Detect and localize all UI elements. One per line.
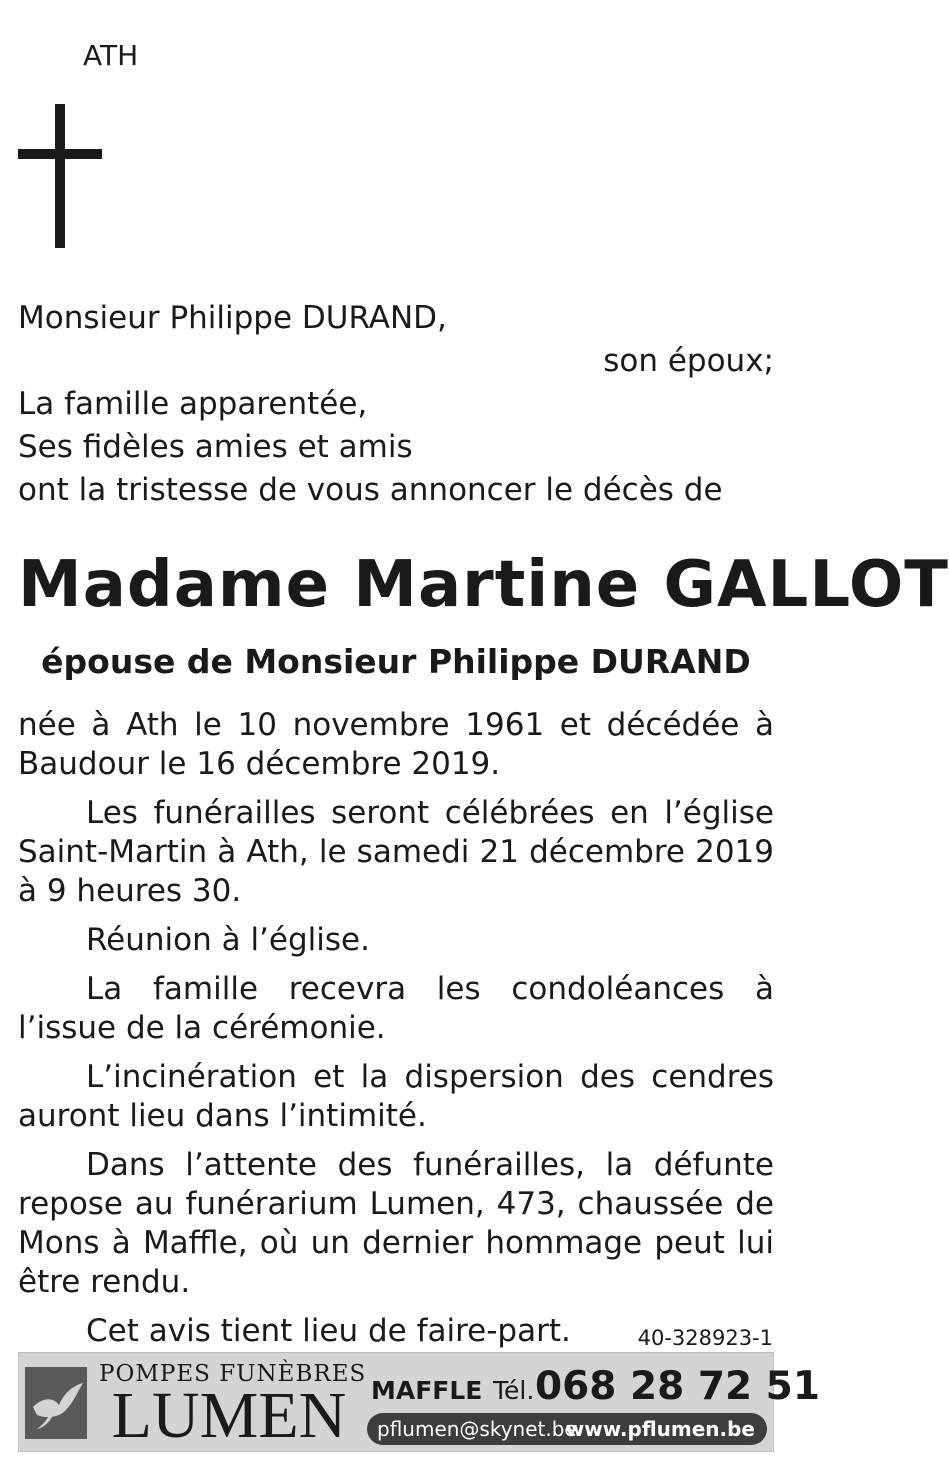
funeral-home-town: MAFFLE xyxy=(371,1376,483,1405)
contact-pill xyxy=(367,1413,767,1445)
website-link[interactable]: www.pflumen.be xyxy=(565,1417,755,1441)
notice-paragraph: Cet avis tient lieu de faire-part. xyxy=(86,1313,571,1349)
announcing-family xyxy=(18,297,774,512)
cremation-paragraph: L’incinération et la dispersion des cendres auront lieu dans l’intimité. xyxy=(18,1059,774,1134)
dove-icon xyxy=(25,1367,87,1439)
phone-number[interactable]: 068 28 72 51 xyxy=(535,1364,820,1409)
funeral-home-name: LUMEN xyxy=(111,1379,347,1452)
condolences-paragraph: La famille recevra les condoléances à l’issue de la cérémonie. xyxy=(18,971,774,1046)
email-link[interactable]: pflumen@skynet.be xyxy=(377,1417,577,1441)
meeting-paragraph: Réunion à l’église. xyxy=(86,922,370,958)
city-label: ATH xyxy=(83,39,139,72)
intro-line: La famille apparentée, xyxy=(18,386,368,422)
intro-line: ont la tristesse de vous annoncer le décès de xyxy=(18,472,723,508)
rest-paragraph: Dans l’attente des funérailles, la défunte repose au funérarium Lumen, 473, chaussée de Mons à Maffle, où un dernier hommage peut lui être rendu. xyxy=(18,1147,774,1300)
funeral-paragraph: Les funérailles seront célébrées en l’église Saint-Martin à Ath, le samedi 21 décembre 2019 à 9 heures 30. xyxy=(18,795,774,909)
intro-line: Ses fidèles amies et amis xyxy=(18,429,413,465)
funeral-home-banner xyxy=(18,1352,820,1452)
funeral-home-tagline: POMPES FUNÈBRES xyxy=(99,1361,367,1387)
latin-cross-icon xyxy=(18,104,102,248)
deceased-name: Madame Martine GALLOT xyxy=(18,548,949,622)
intro-line: son époux; xyxy=(603,343,774,379)
phone-label: Tél. xyxy=(493,1376,535,1405)
reference-number: 40-328923-1 xyxy=(637,1326,773,1350)
obituary-body xyxy=(18,706,774,1361)
intro-line: Monsieur Philippe DURAND, xyxy=(18,300,447,336)
deceased-spouse: épouse de Monsieur Philippe DURAND xyxy=(41,642,751,681)
birth-death-paragraph: née à Ath le 10 novembre 1961 et décédée à Baudour le 16 décembre 2019. xyxy=(18,707,774,782)
